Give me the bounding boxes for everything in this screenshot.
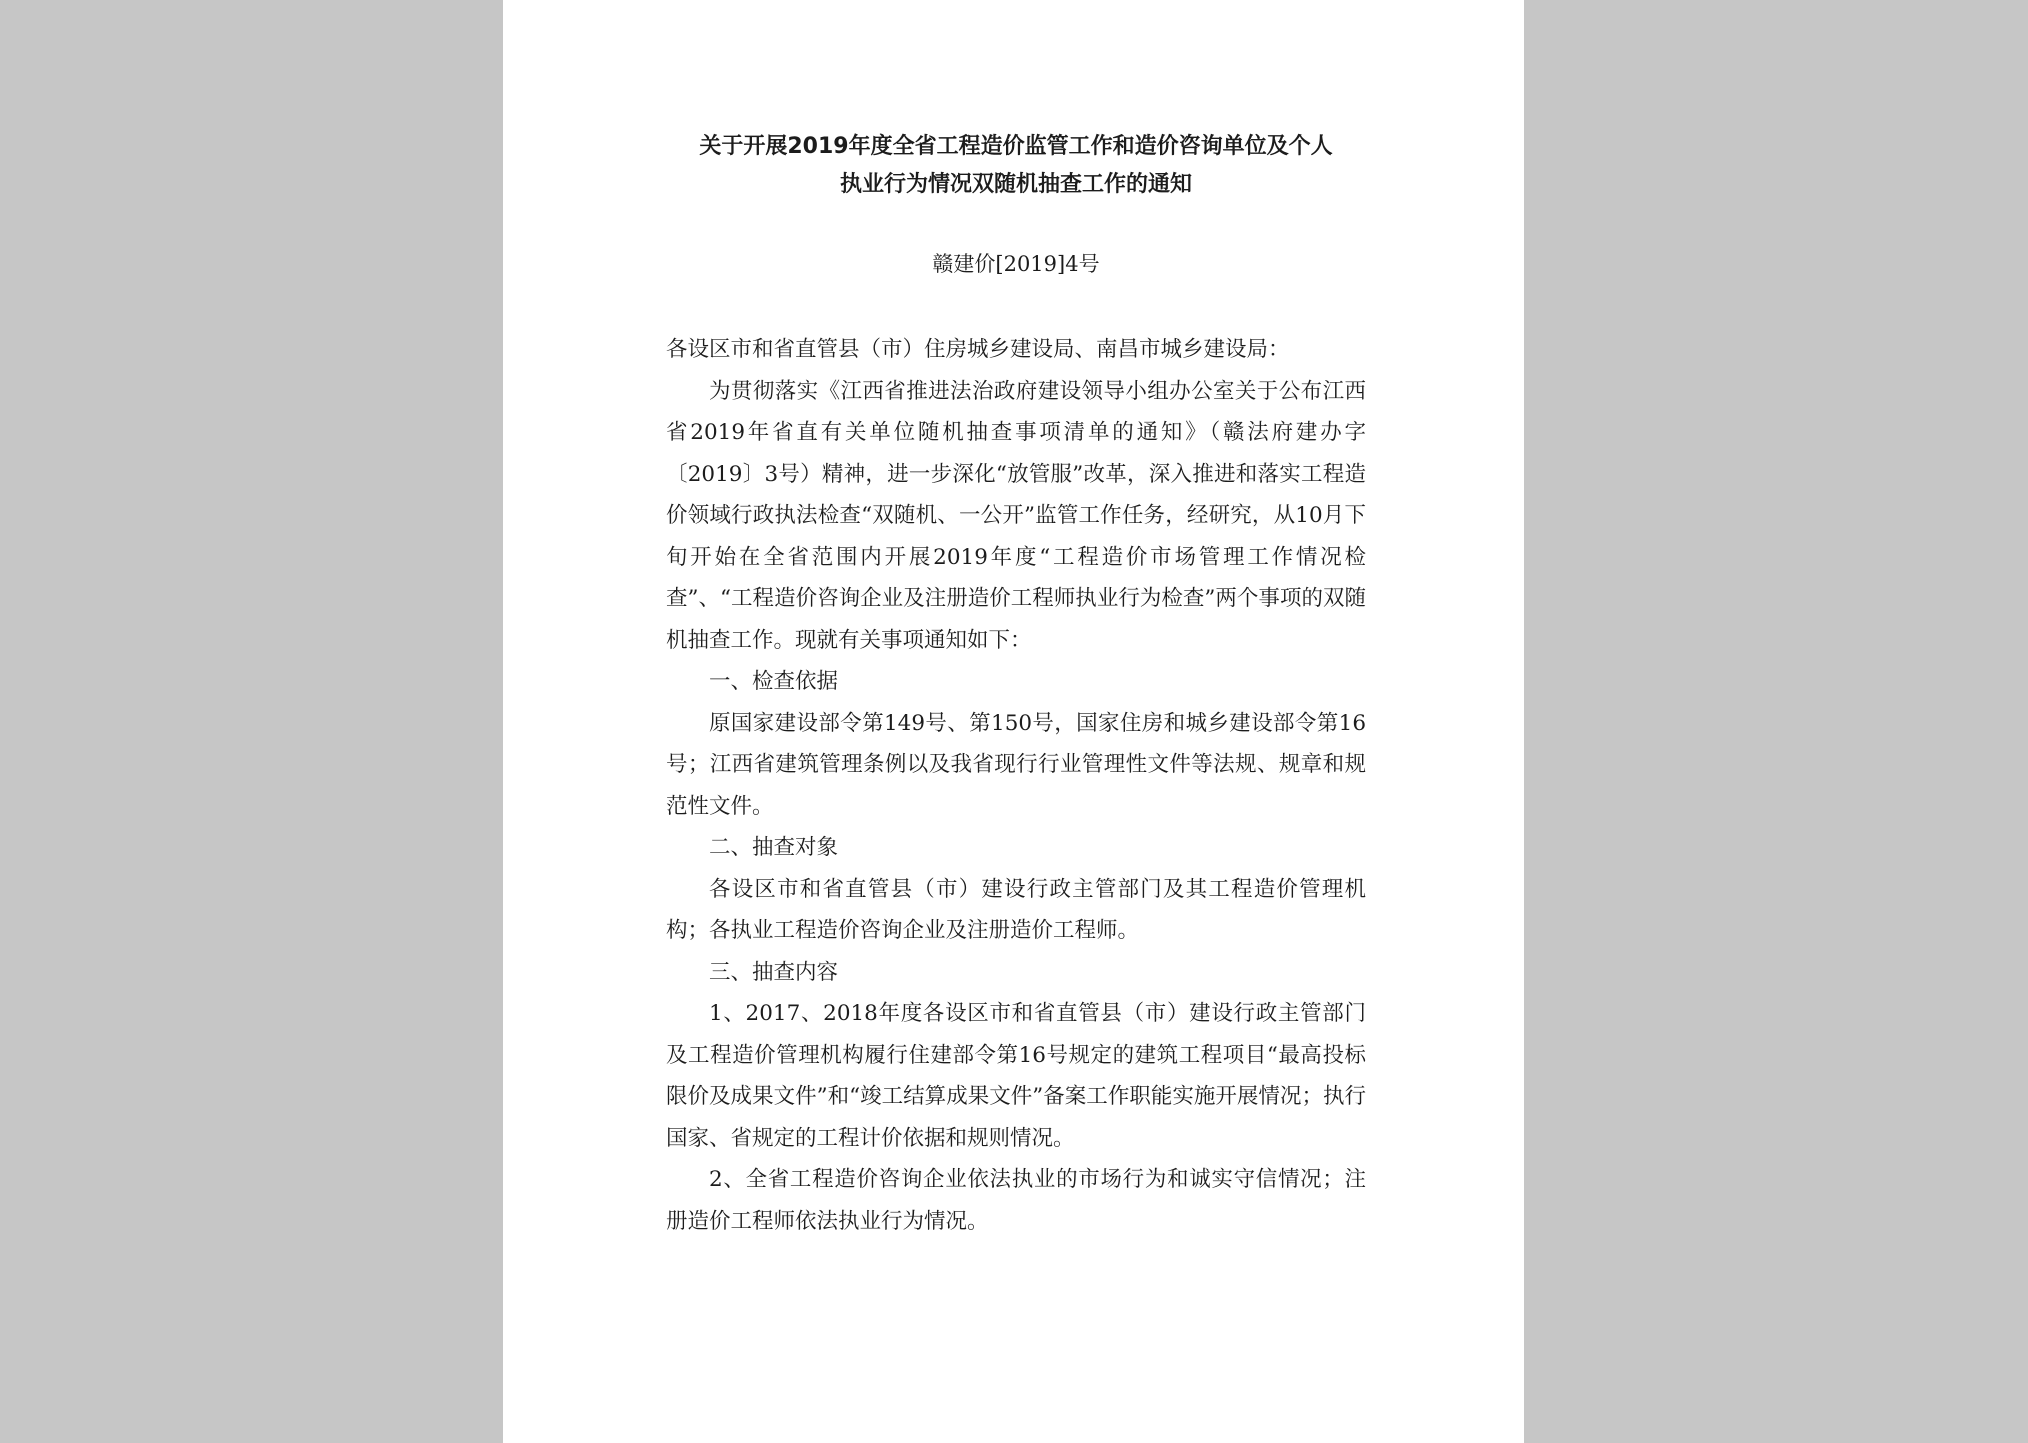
document-number: 赣建价[2019]4号 xyxy=(932,252,1100,276)
document-body xyxy=(666,128,1366,1242)
section-3-item-2: 2、全省工程造价咨询企业依法执业的市场行为和诚实守信情况；注册造价工程师依法执业行为情况。 xyxy=(666,1167,1366,1234)
section-2-heading: 二、抽查对象 xyxy=(709,835,839,860)
section-1-text: 原国家建设部令第149号、第150号，国家住房和城乡建设部令第16号；江西省建筑管理条例以及我省现行行业管理性文件等法规、规章和规范性文件。 xyxy=(666,710,1366,819)
title-line-1: 关于开展2019年度全省工程造价监管工作和造价咨询单位及个人 xyxy=(699,134,1333,159)
section-1-heading: 一、检查依据 xyxy=(709,669,839,694)
salutation: 各设区市和省直管县（市）住房城乡建设局、南昌市城乡建设局： xyxy=(666,337,1290,362)
document-page xyxy=(503,0,1524,1443)
section-3-item-1: 1、2017、2018年度各设区市和省直管县（市）建设行政主管部门及工程造价管理机构履行住建部令第16号规定的建筑工程项目“最高投标限价及成果文件”和“竣工结算成果文件”备案工作职能实施开展情况；执行国家、省规定的工程计价依据和规则情况。 xyxy=(666,1001,1366,1151)
section-3-heading: 三、抽查内容 xyxy=(709,959,839,985)
section-2-text: 各设区市和省直管县（市）建设行政主管部门及其工程造价管理机构；各执业工程造价咨询企业及注册造价工程师。 xyxy=(666,876,1366,943)
intro-paragraph: 为贯彻落实《江西省推进法治政府建设领导小组办公室关于公布江西省2019年省直有关单位随机抽查事项清单的通知》（赣法府建办字〔2019〕3号）精神，进一步深化“放管服”改革，深入推进和落实工程造价领域行政执法检查“双随机、一公开”监管工作任务，经研究，从10月下旬开始在全省范围内开展2019年度“工程造价市场管理工作情况检查”、“工程造价咨询企业及注册造价工程师执业行为检查”两个事项的双随机抽查工作。现就有关事项通知如下： xyxy=(666,378,1366,653)
title-line-2: 执业行为情况双随机抽查工作的通知 xyxy=(839,172,1192,197)
